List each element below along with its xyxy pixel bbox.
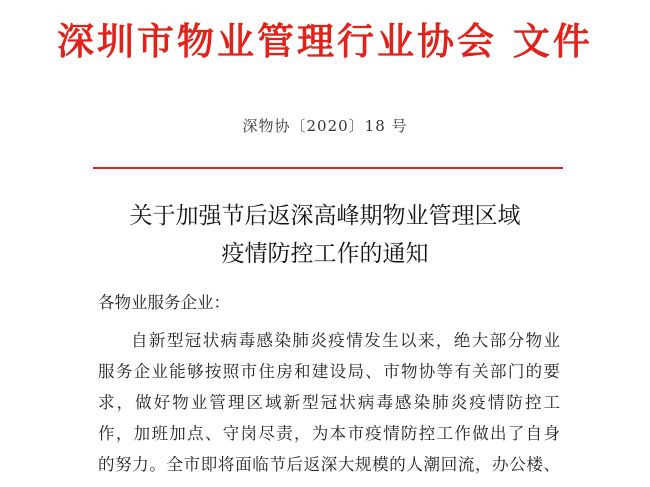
notice-title-line-2: 疫情防控工作的通知: [221, 241, 429, 267]
body-line: 的努力。全市即将面临节后返深大规模的人潮回流，办公楼、: [98, 455, 560, 474]
red-divider-line: [93, 167, 563, 169]
body-line: 作，加班加点、守岗尽责，为本市疫情防控工作做出了自身: [98, 424, 560, 443]
letterhead-title: 深圳市物业管理行业协会 文件: [57, 20, 593, 63]
body-line: 服务企业能够按照市住房和建设局、市物协等有关部门的要: [98, 362, 560, 381]
body-line: 自新型冠状病毒感染肺炎疫情发生以来，绝大部分物业: [131, 331, 560, 350]
salutation: 各物业服务企业：: [98, 293, 230, 312]
body-paragraph: [98, 325, 560, 480]
body-line: 求，做好物业管理区域新型冠状病毒感染肺炎疫情防控工: [98, 393, 560, 412]
notice-title-line-1: 关于加强节后返深高峰期物业管理区域: [129, 203, 521, 229]
document-number: 深物协〔2020〕18 号: [242, 117, 408, 135]
notice-title: [0, 197, 650, 273]
